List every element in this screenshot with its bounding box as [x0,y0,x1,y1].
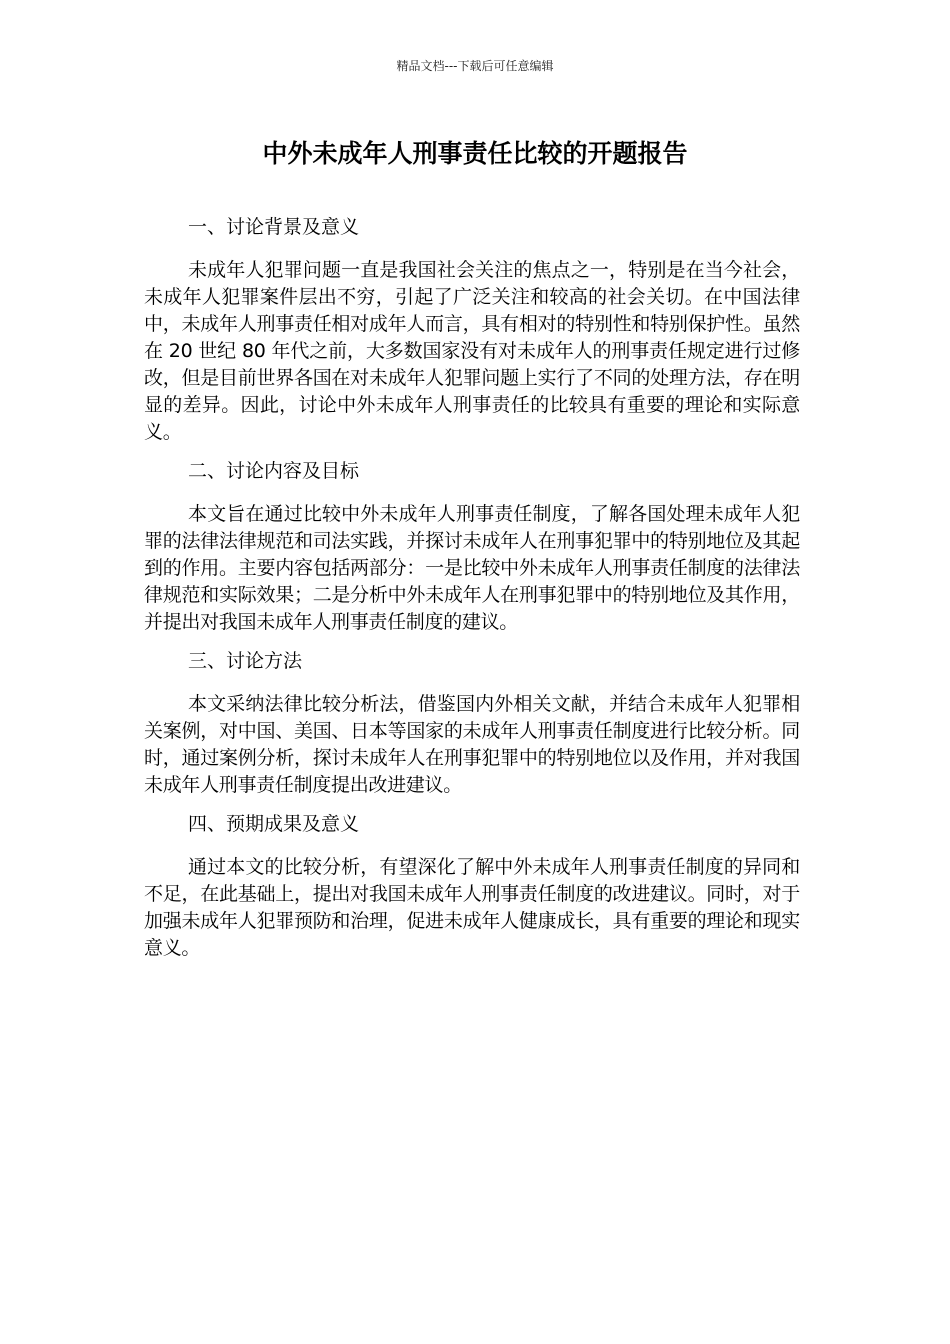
paragraph-methods: 本文采纳法律比较分析法，借鉴国内外相关文献，并结合未成年人犯罪相关案例，对中国、美国、日本等国家的未成年人刑事责任制度进行比较分析。同时，通过案例分析，探讨未成年人在刑事犯罪中的特别地位以及作用，并对我国未成年人刑事责任制度提出改进建议。 [144,693,800,796]
document-title: 中外未成年人刑事责任比较的开题报告 [262,139,688,168]
document-body [144,212,800,972]
header-note: 精品文档---下载后可任意编辑 [396,59,554,73]
section-heading-background: 一、讨论背景及意义 [188,216,360,238]
section-heading-content-goals: 二、讨论内容及目标 [188,460,360,482]
section-heading-methods: 三、讨论方法 [188,650,303,672]
paragraph-expected-results: 通过本文的比较分析，有望深化了解中外未成年人刑事责任制度的异同和不足，在此基础上，提出对我国未成年人刑事责任制度的改进建议。同时，对于加强未成年人犯罪预防和治理，促进未成年人健康成长，具有重要的理论和现实意义。 [144,856,800,959]
paragraph-content-goals: 本文旨在通过比较中外未成年人刑事责任制度，了解各国处理未成年人犯罪的法律法律规范和司法实践，并探讨未成年人在刑事犯罪中的特别地位及其起到的作用。主要内容包括两部分：一是比较中外未成年人刑事责任制度的法律法律规范和实际效果；二是分析中外未成年人在刑事犯罪中的特别地位及其作用，并提出对我国未成年人刑事责任制度的建议。 [144,503,800,633]
section-heading-expected-results: 四、预期成果及意义 [188,813,360,835]
paragraph-background: 未成年人犯罪问题一直是我国社会关注的焦点之一，特别是在当今社会，未成年人犯罪案件层出不穷，引起了广泛关注和较高的社会关切。在中国法律中，未成年人刑事责任相对成年人而言，具有相对的特别性和特别保护性。虽然在 20 世纪 80 年代之前，大多数国家没有对未成年人的刑事责任规定进行过修改，但是目前世界各国在对未成年人犯罪问题上实行了不同的处理方法，存在明显的差异。因此，讨论中外未成年人刑事责任的比较具有重要的理论和实际意义。 [144,259,800,443]
